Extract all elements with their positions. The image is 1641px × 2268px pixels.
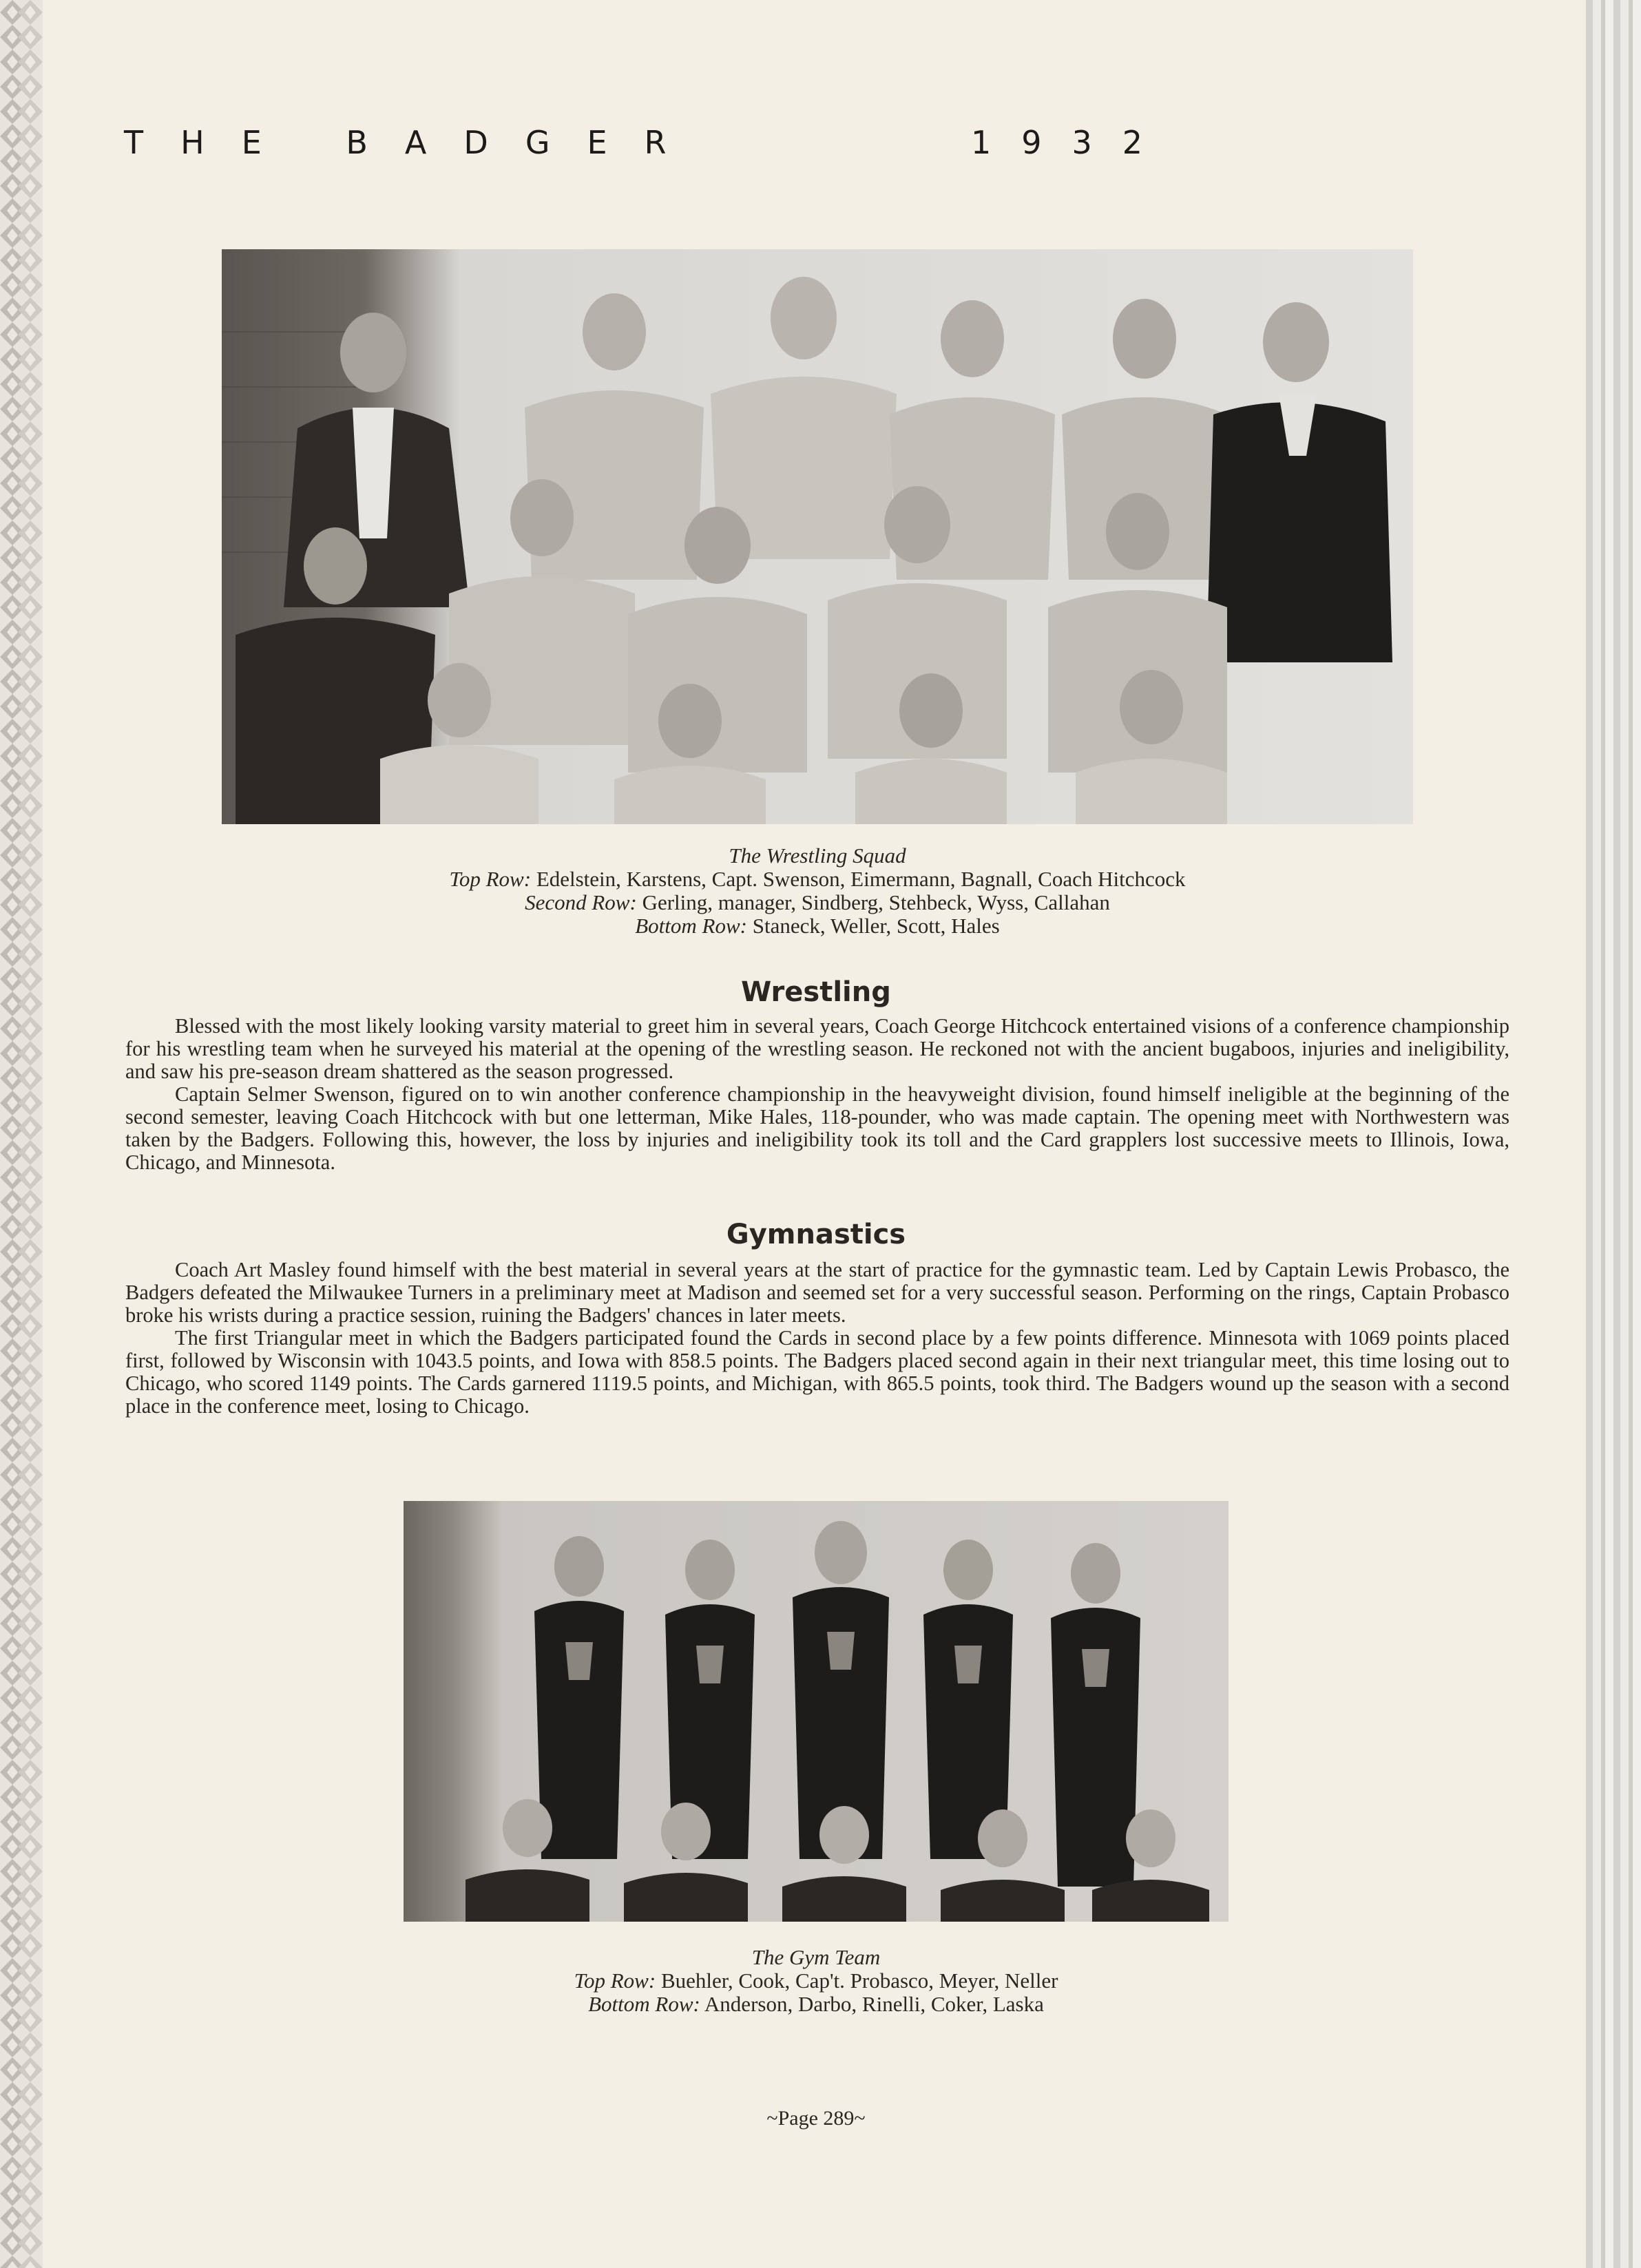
wrestling-caption-row: Top Row: Edelstein, Karstens, Capt. Swenson, Eimermann, Bagnall, Coach Hitchcock <box>449 867 1186 891</box>
running-header <box>124 124 1295 172</box>
gymnastics-paragraph: The first Triangular meet in which the Badgers participated found the Cards in second place by a few points difference. Minnesota with 1069 points placed first, followed by Wisconsin with 1043.5 points, and Iowa with 858.5 points. The Badgers placed second again in their next triangular meet, this time losing out to Chicago, who scored 1149 points. The Cards garnered 1119.5 points, and Michigan, with 865.5 points, took third. The Badgers wound up the season with a second place in the conference meet, losing to Chicago. <box>125 1326 1509 1418</box>
wrestling-article <box>125 1015 1509 1174</box>
right-stripe-border <box>1586 0 1641 2268</box>
wrestling-squad-photo <box>222 249 1413 824</box>
left-diamond-border <box>0 0 43 2268</box>
gym-caption-title: The Gym Team <box>751 1945 881 1969</box>
wrestling-photo-caption <box>222 844 1413 938</box>
gym-caption-row: Top Row: Buehler, Cook, Cap't. Probasco, Meyer, Neller <box>574 1968 1058 1993</box>
gym-caption-row: Bottom Row: Anderson, Darbo, Rinelli, Coker, Laska <box>588 1992 1044 2016</box>
wrestling-caption-row: Second Row: Gerling, manager, Sindberg, Stehbeck, Wyss, Callahan <box>525 890 1110 914</box>
wrestling-paragraph: Blessed with the most likely looking varsity material to greet him in several years, Coach George Hitchcock entertained visions of a conference championship for his wrestling team when he surveyed his material at the opening of the wrestling season. He reckoned not with the ancient bugaboos, injuries and ineligibility, and saw his pre-season dream shattered as the season progressed. <box>125 1014 1509 1083</box>
gymnastics-heading: Gymnastics <box>726 1219 906 1250</box>
gym-photo-caption <box>404 1946 1229 2016</box>
wrestling-caption-title: The Wrestling Squad <box>729 843 906 868</box>
gymnastics-article <box>125 1259 1509 1418</box>
publication-year: 1932 <box>971 124 1173 161</box>
wrestling-caption-row: Bottom Row: Staneck, Weller, Scott, Hales <box>635 914 1000 938</box>
gymnastics-paragraph: Coach Art Masley found himself with the best material in several years at the start of practice for the gymnastic team. Led by Captain Lewis Probasco, the Badgers defeated the Milwaukee Turners in a preliminary meet at Madison and seemed set for a very successful season. Performing on the rings, Captain Probasco broke his wrists during a practice session, ruining the Badgers' chances in later meets. <box>125 1258 1509 1327</box>
gym-team-photo <box>404 1501 1229 1922</box>
wrestling-paragraph: Captain Selmer Swenson, figured on to win another conference championship in the heavyweight division, found himself ineligible at the beginning of the second semester, leaving Coach Hitchcock with but one letterman, Mike Hales, 118-pounder, who was made captain. The opening meet with Northwestern was taken by the Badgers. Following this, however, the loss by injuries and ineligibility took its toll and the Card grapplers lost successive meets to Illinois, Iowa, Chicago, and Minnesota. <box>125 1082 1509 1174</box>
wrestling-heading: Wrestling <box>741 976 891 1008</box>
page-number: ~Page 289~ <box>766 2107 866 2130</box>
publication-title: THE BADGER <box>124 124 704 161</box>
